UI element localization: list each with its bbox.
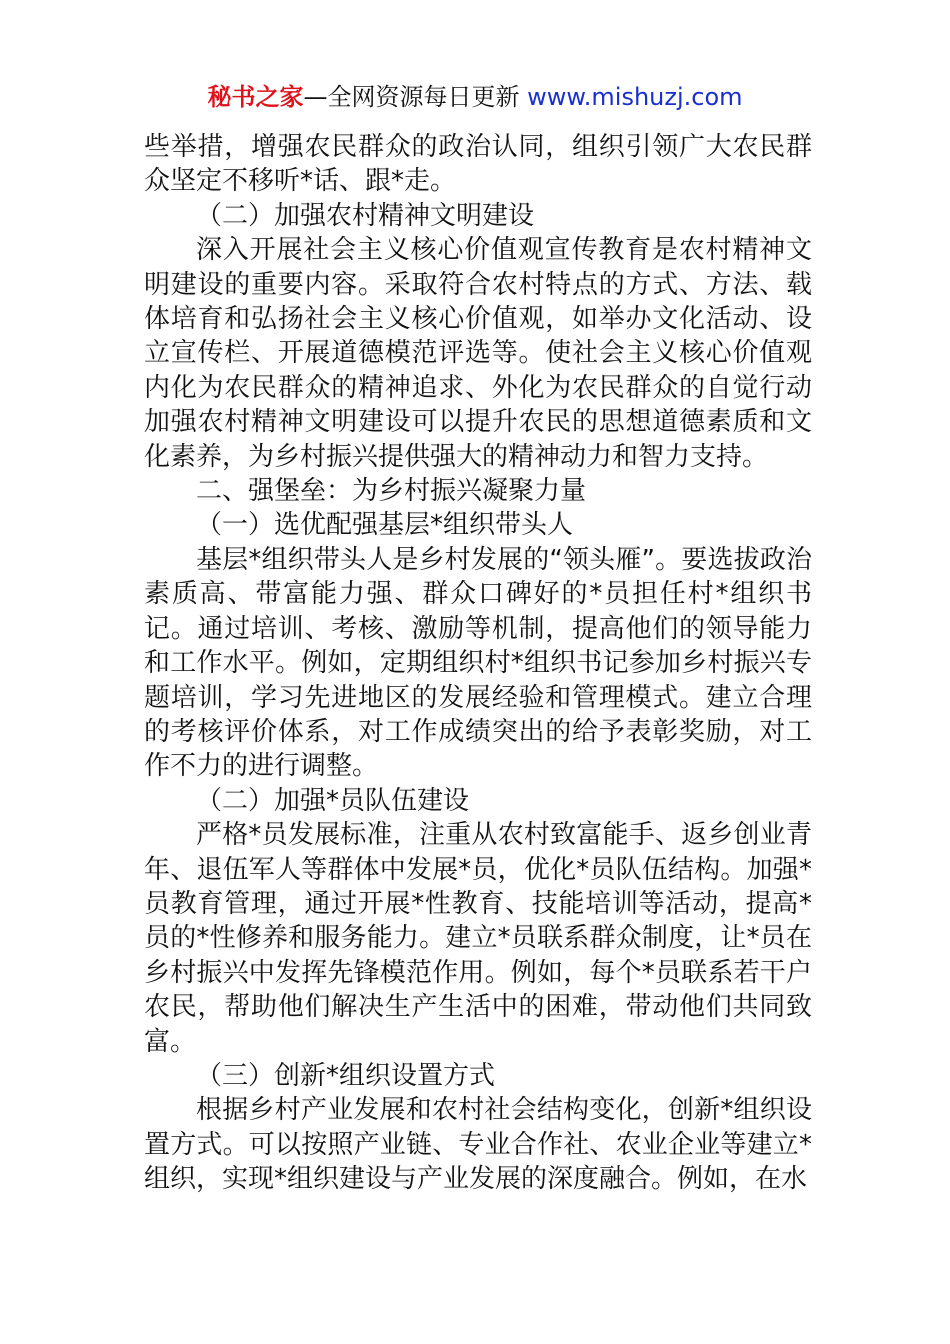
paragraph: 根据乡村产业发展和农村社会结构变化，创新*组织设置方式。可以按照产业链、专业合作社、农业企业等建立*组织，实现*组织建设与产业发展的深度融合。例如，在水 [144,1095,812,1195]
section-heading: （三）创新*组织设置方式 [196,1060,496,1091]
site-header [0,80,950,114]
section-heading: （一）选优配强基层*组织带头人 [196,510,574,541]
paragraph: 深入开展社会主义核心价值观宣传教育是农村精神文明建设的重要内容。采取符合农村特点的方式、方法、载体培育和弘扬社会主义核心价值观，如举办文化活动、设立宣传栏、开展道德模范评选等。使社会主义核心价值观内化为农民群众的精神追求、外化为农民群众的自觉行动加强农村精神文明建设可以提升农民的思想道德素质和文化素养，为乡村振兴提供强大的精神动力和智力支持。 [144,235,812,472]
paragraph: 基层*组织带头人是乡村发展的“领头雁”。要选拔政治素质高、带富能力强、群众口碑好的*员担任村*组织书记。通过培训、考核、激励等机制，提高他们的领导能力和工作水平。例如，定期组织村*组织书记参加乡村振兴专题培训，学习先进地区的发展经验和管理模式。建立合理的考核评价体系，对工作成绩突出的给予表彰奖励，对工作不力的进行调整。 [144,544,812,782]
document-body [144,130,812,1197]
site-brand: 秘书之家 [207,83,304,111]
section-heading: （二）加强农村精神文明建设 [196,200,535,231]
chapter-heading: 二、强堡垒：为乡村振兴凝聚力量 [196,476,587,507]
site-url[interactable]: www.mishuzj.com [527,83,743,111]
paragraph-continued: 些举措，增强农民群众的政治认同，组织引领广大农民群众坚定不移听*话、跟*走。 [144,132,812,197]
site-tagline: —全网资源每日更新 [303,83,520,111]
section-heading: （二）加强*员队伍建设 [196,785,470,816]
paragraph: 严格*员发展标准，注重从农村致富能手、返乡创业青年、退伍军人等群体中发展*员，优化*员队伍结构。加强*员教育管理，通过开展*性教育、技能培训等活动，提高*员的*性修养和服务能力。建立*员联系群众制度，让*员在乡村振兴中发挥先锋模范作用。例如，每个*员联系若干户农民，帮助他们解决生产生活中的困难，带动他们共同致富。 [144,820,812,1057]
